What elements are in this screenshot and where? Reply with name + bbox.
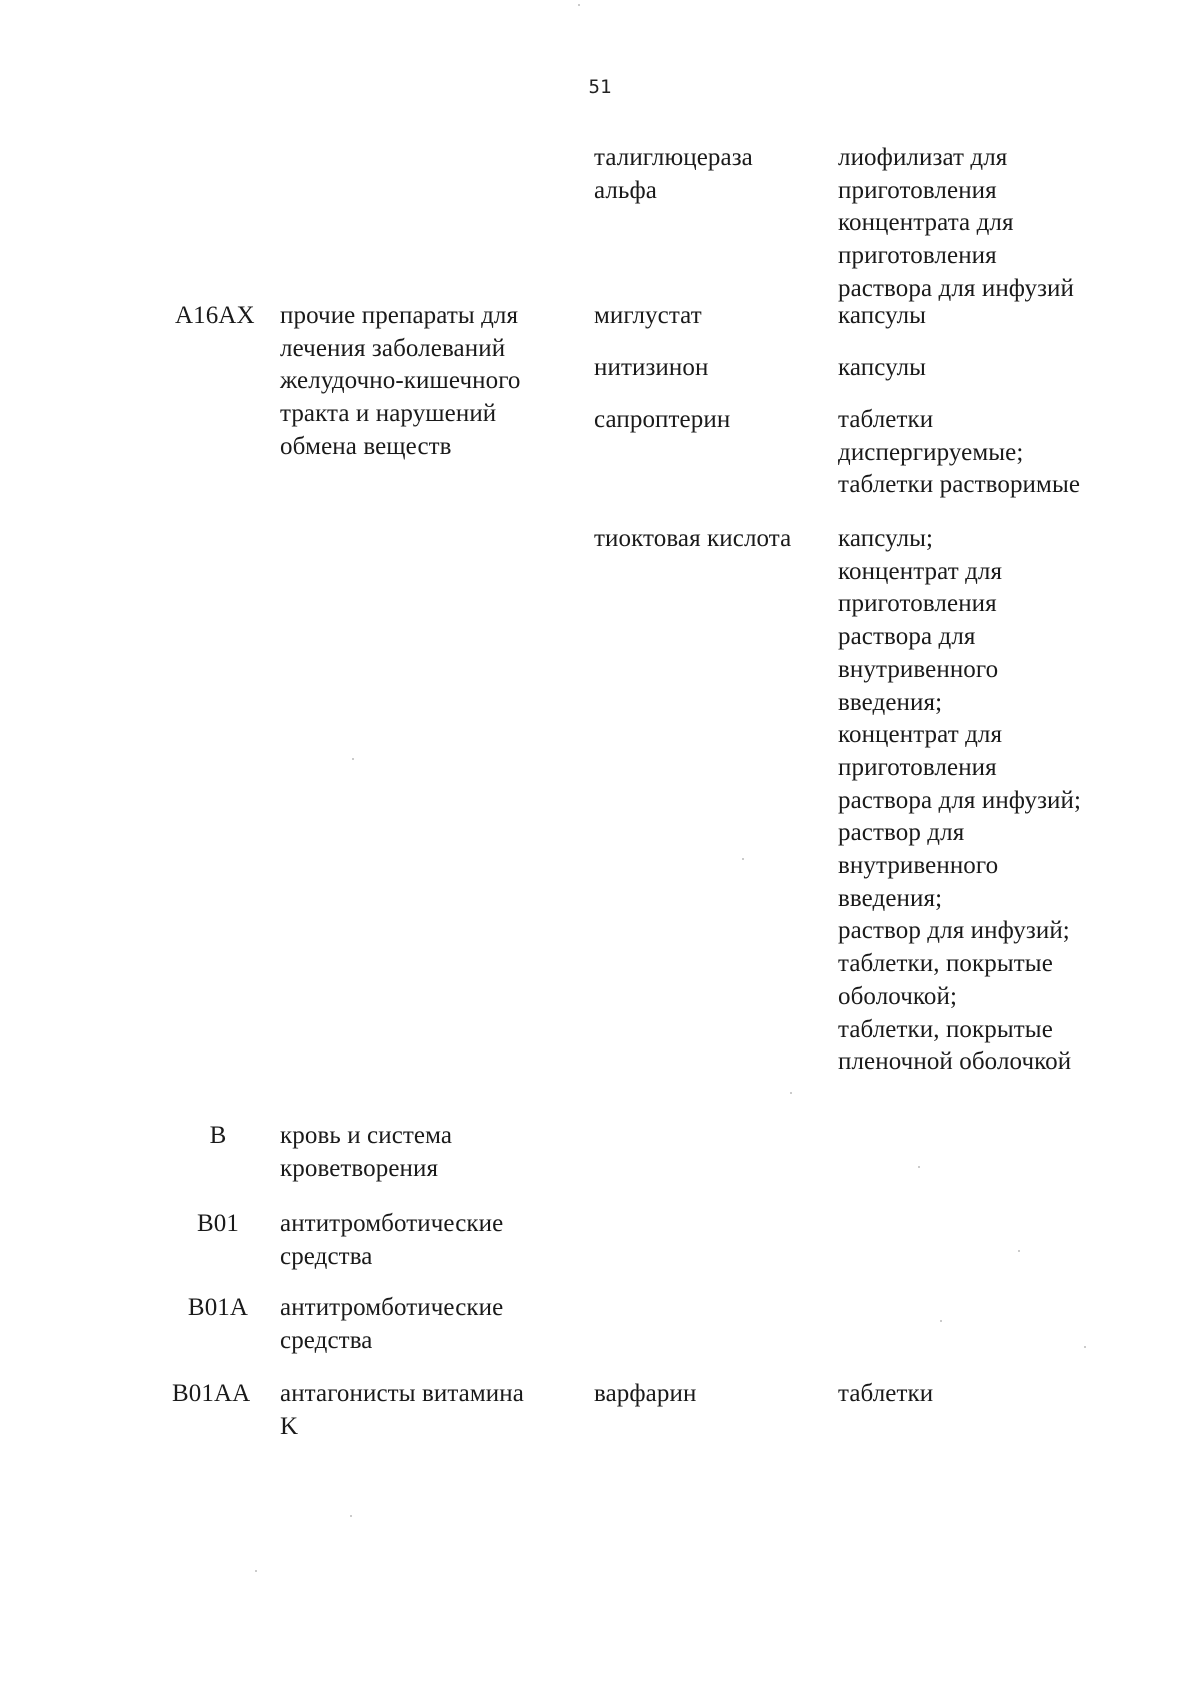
atc-code: B01	[197, 1210, 239, 1237]
atc-code: B	[209, 1122, 227, 1149]
drug-name: варфарин	[594, 1380, 697, 1407]
dosage-form: капсулы; концентрат для приготовления раствора для внутривенного введения; концентрат для приготовления раствора для инфузий; раствор для внутривенного введения; раствор для инфузий; таблетки, покрытые оболочкой; таблетки, покрытые пленочной оболочкой	[838, 525, 1082, 1076]
drug-name: нитизинон	[594, 354, 709, 381]
dosage-form: капсулы	[838, 354, 927, 381]
atc-code: A16AX	[175, 302, 255, 329]
dosage-form: таблетки	[838, 1380, 934, 1407]
page-number: 51	[588, 76, 612, 98]
drug-name: талиглюцераза альфа	[594, 144, 753, 204]
dosage-form: лиофилизат для приготовления концентрата для приготовления раствора для инфузий	[838, 144, 1075, 302]
atc-group-name: прочие препараты для лечения заболеваний желудочно-кишечного тракта и нарушений обмена веществ	[280, 302, 521, 460]
atc-code: B01AA	[172, 1380, 251, 1407]
drug-name: сапроптерин	[594, 406, 731, 433]
drug-name: тиоктовая кислота	[594, 525, 792, 552]
dosage-form: таблетки диспергируемые; таблетки растворимые	[838, 406, 1081, 499]
atc-group-name: антагонисты витамина K	[280, 1380, 524, 1440]
atc-group-name: кровь и система кроветворения	[280, 1122, 453, 1182]
dosage-form: капсулы	[838, 302, 927, 329]
atc-group-name: антитромботические средства	[280, 1294, 504, 1354]
atc-group-name: антитромботические средства	[280, 1210, 504, 1270]
drug-name: миглустат	[594, 302, 702, 329]
atc-code: B01A	[187, 1294, 249, 1321]
